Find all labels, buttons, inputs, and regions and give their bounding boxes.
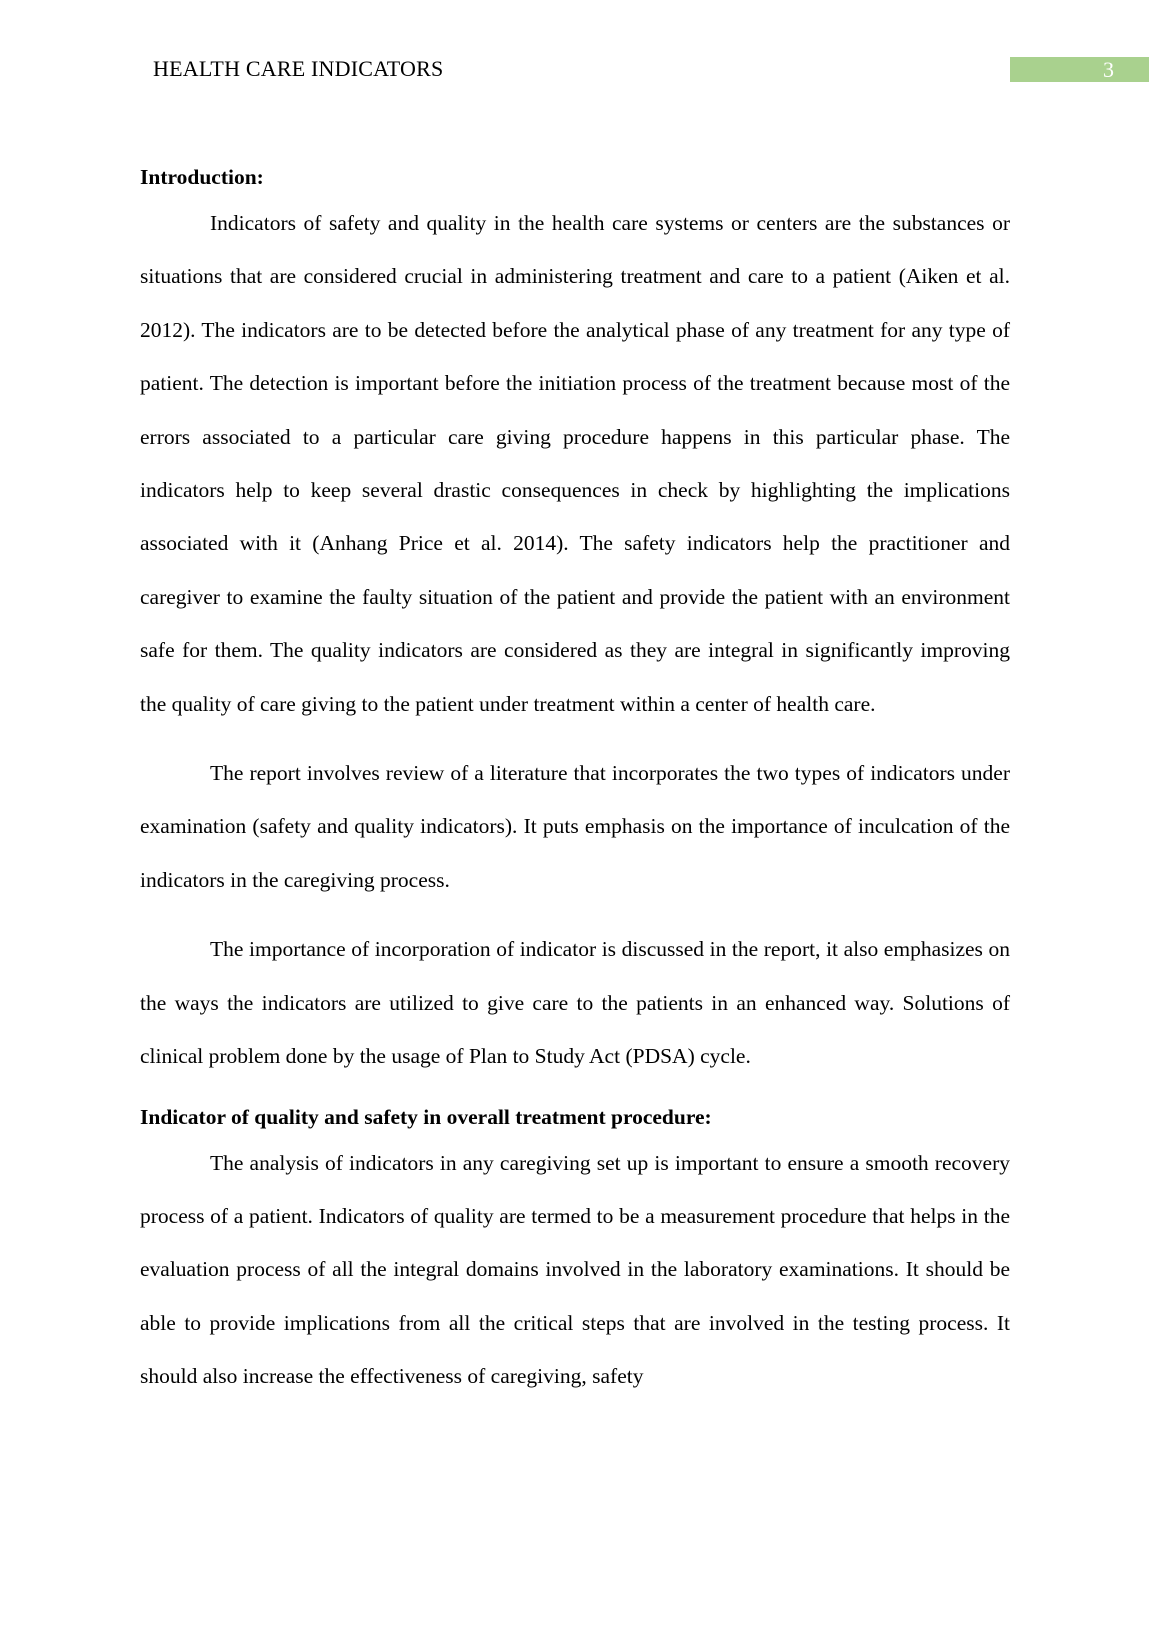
- paragraph: The analysis of indicators in any caregiving set up is important to ensure a smooth recovery process of a patient. Indicators of quality are termed to be a measurement procedure that helps in the evaluation process of all the integral domains involved in the laboratory examinations. It should be able to provide implications from all the critical steps that are involved in the testing process. It should also increase the effectiveness of caregiving, safety: [140, 1150, 1010, 1389]
- page-number-box: [1010, 57, 1149, 82]
- section-indicator-quality-safety: [140, 1100, 1010, 1404]
- paragraph: Indicators of safety and quality in the health care systems or centers are the substances or situations that are considered crucial in administering treatment and care to a patient (Aiken et al. 2012). The indicators are to be detected before the analytical phase of any treatment for any type of patient. The detection is important before the initiation process of the treatment because most of the errors associated to a particular care giving procedure happens in this particular phase. The indicators help to keep several drastic consequences in check by highlighting the implications associated with it (Anhang Price et al. 2014). The safety indicators help the practitioner and caregiver to examine the faulty situation of the patient and provide the patient with an environment safe for them. The quality indicators are considered as they are integral in significantly improving the quality of care giving to the patient under treatment within a center of health care.: [140, 211, 1010, 716]
- paragraph: The importance of incorporation of indicator is discussed in the report, it also emphasizes on the ways the indicators are utilized to give care to the patients in an enhanced way. Solutions of clinical problem done by the usage of Plan to Study Act (PDSA) cycle.: [140, 937, 1010, 1069]
- section-heading: Introduction:: [140, 165, 264, 189]
- paragraph: The report involves review of a literature that incorporates the two types of indicators under examination (safety and quality indicators). It puts emphasis on the importance of inculcation of the indicators in the caregiving process.: [140, 761, 1010, 892]
- document-body: [140, 160, 1010, 1404]
- running-head: HEALTH CARE INDICATORS: [153, 56, 444, 81]
- section-introduction: [140, 160, 1010, 1084]
- page-number: 3: [1103, 57, 1114, 82]
- section-heading: Indicator of quality and safety in overall treatment procedure:: [140, 1104, 712, 1129]
